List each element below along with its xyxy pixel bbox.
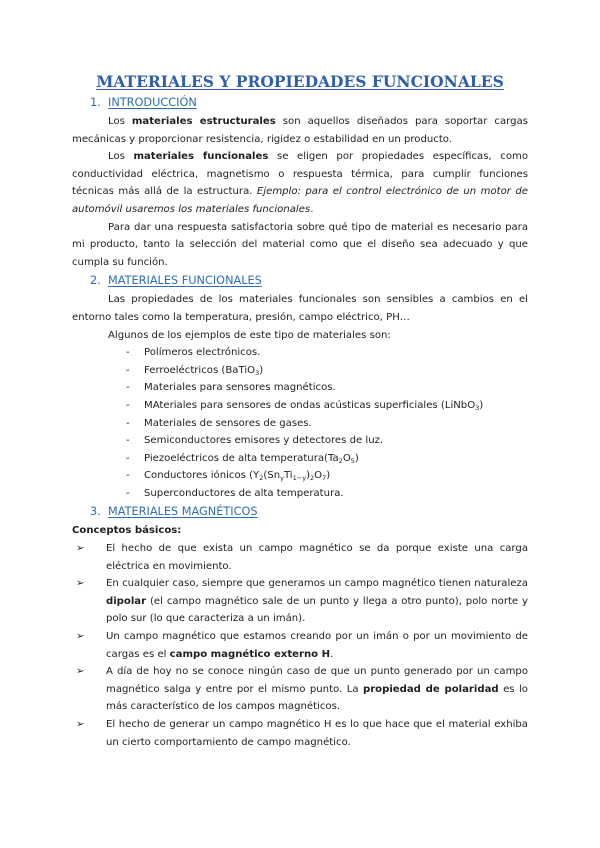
list-item: ➢ A día de hoy no se conoce ningún caso de que un punto generado por un campo magnético salga y entre por el mismo punto. La propiedad de polaridad es lo más característico de los campos magnéticos.	[72, 663, 528, 716]
list-item: - Ferroeléctricos (BaTiO$_3$)	[126, 364, 264, 377]
paragraph-estructurales: Los materiales estructurales son aquellos diseñados para soportar cargas mecánicas y proporcionar resistencia, rigidez o estabilidad en un producto.	[72, 116, 528, 145]
list-item: - Materiales de sensores de gases.	[126, 417, 312, 429]
examples-list	[72, 344, 528, 502]
list-item: - Materiales para sensores magnéticos.	[126, 382, 336, 394]
section-title: MATERIALES MAGNÉTICOS	[108, 505, 258, 519]
list-item: - MAteriales para sensores de ondas acústicas superficiales (LiNbO$_3$)	[126, 399, 484, 412]
concepts-list	[72, 540, 528, 751]
list-item: ➢ El hecho de generar un campo magnético H es lo que hace que el material exhiba un cierto comportamiento de campo magnético.	[72, 716, 528, 751]
section-heading-funcionales	[72, 271, 528, 291]
list-item: - Superconductores de alta temperatura.	[126, 487, 344, 499]
paragraph-funcionales: Los materiales funcionales se eligen por propiedades específicas, como conductividad eléctrica, magnetismo o respuesta térmica, para cumplir funciones técnicas más allá de la estructura. Ejemplo: para el control electrónico de un motor de automóvil usaremos los materiales funcionales.	[72, 151, 529, 215]
list-item: - Conductores iónicos $(Y_2(Sn_yTi_{1-y})_2O_7)$	[126, 470, 331, 483]
arrow-bullet-icon: ➢	[76, 719, 85, 730]
list-item: - Polímeros electrónicos.	[126, 347, 261, 359]
paragraph-respuesta: Para dar una respuesta satisfactoria sobre qué tipo de material es necesario para mi producto, tanto la selección del material como que el diseño sea adecuado y que cumpla su función.	[72, 221, 528, 268]
list-item: - Piezoeléctricos de alta $temperatura(Ta_2O_5)$	[126, 452, 359, 465]
section-heading-magneticos	[72, 502, 528, 522]
arrow-bullet-icon: ➢	[76, 666, 85, 678]
paragraph-ejemplos: Algunos de los ejemplos de este tipo de materiales son:	[108, 329, 391, 341]
section-number: 2.	[90, 274, 101, 288]
list-item: ➢ En cualquier caso, siempre que generamos un campo magnético tienen naturaleza dipolar (el campo magnético sale de un punto y llega a otro punto), polo norte y polo sur (lo que caracteriza a un imán).	[72, 575, 528, 628]
section-number: 3.	[90, 505, 101, 519]
arrow-bullet-icon: ➢	[76, 543, 85, 555]
section-title: INTRODUCCIÓN	[108, 96, 197, 109]
paragraph-propiedades: Las propiedades de los materiales funcionales son sensibles a cambios en el entorno tales como la temperatura, presión, campo eléctrico, PH…	[72, 294, 528, 323]
list-item: ➢ El hecho de que exista un campo magnético se da porque existe una carga eléctrica en movimiento.	[72, 540, 528, 575]
list-item: ➢ Un campo magnético que estamos creando por un imán o por un movimiento de cargas es el campo magnético externo H.	[72, 628, 528, 663]
arrow-bullet-icon: ➢	[76, 578, 85, 590]
section-number: 1.	[90, 96, 101, 109]
section-title: MATERIALES FUNCIONALES	[108, 274, 262, 288]
document-title: MATERIALES Y PROPIEDADES FUNCIONALES	[96, 72, 504, 91]
section-heading-introduccion	[72, 93, 528, 113]
concepts-heading: Conceptos básicos:	[72, 525, 182, 537]
arrow-bullet-icon: ➢	[76, 631, 85, 643]
list-item: - Semiconductores emisores y detectores de luz.	[126, 435, 384, 447]
